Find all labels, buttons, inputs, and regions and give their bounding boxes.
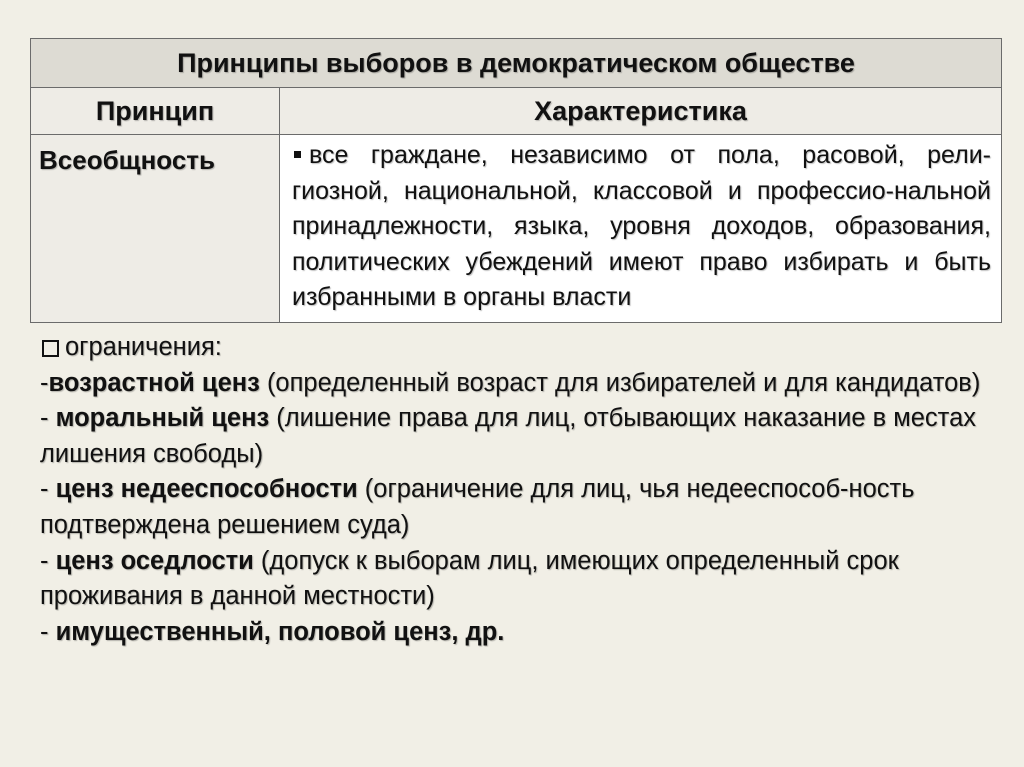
restriction-item [40,615,1000,651]
restriction-term: ценз недееспособности [55,475,358,504]
table-header-row [31,88,1002,135]
restriction-desc: (лишение права для лиц, отбывающих наказание в местах лишения свободы) [40,404,977,468]
restriction-item [40,544,1000,615]
checkbox-icon [42,340,59,357]
column-header-principle: Принцип [31,88,280,135]
restriction-term: ценз оседлости [55,546,254,575]
restriction-desc: (ограничение для лиц, чья недееспособ-ность подтверждена решением суда) [40,475,915,539]
restriction-item [40,366,1000,402]
square-bullet-icon [294,151,301,158]
restrictions-block [40,330,1000,650]
table-row [31,135,1002,323]
restriction-desc: (допуск к выборам лиц, имеющих определенный срок проживания в данной местности) [40,546,899,611]
characteristic-cell [280,135,1002,323]
restriction-desc: (определенный возраст для избирателей и для кандидатов) [259,368,981,397]
characteristic-text: все граждане, независимо от пола, расовой, рели-гиозной, национальной, классовой и профессио-нальной принадлежности, языка, уровня доходов, образования, политических убеждений имеют право избирать и быть избранными в органы власти [292,141,991,311]
restriction-prefix: - [40,546,56,575]
restriction-prefix: - [40,368,49,397]
table-title-row [31,39,1002,88]
restriction-term: возрастной ценз [48,368,260,397]
restriction-prefix: - [40,475,56,504]
restriction-prefix: - [40,617,56,646]
column-header-characteristic: Характеристика [280,88,1002,135]
restriction-prefix: - [40,404,56,433]
restriction-term: имущественный, половой ценз, др. [55,617,505,646]
restrictions-heading: ограничения: [65,333,222,361]
restrictions-heading-line [40,330,1000,366]
principle-cell: Всеобщность [31,135,280,323]
restriction-item [40,401,1000,472]
restriction-term: моральный ценз [55,404,270,433]
restriction-item [40,472,1000,543]
principles-table [30,38,1002,323]
table-title: Принципы выборов в демократическом обществе [31,39,1002,88]
